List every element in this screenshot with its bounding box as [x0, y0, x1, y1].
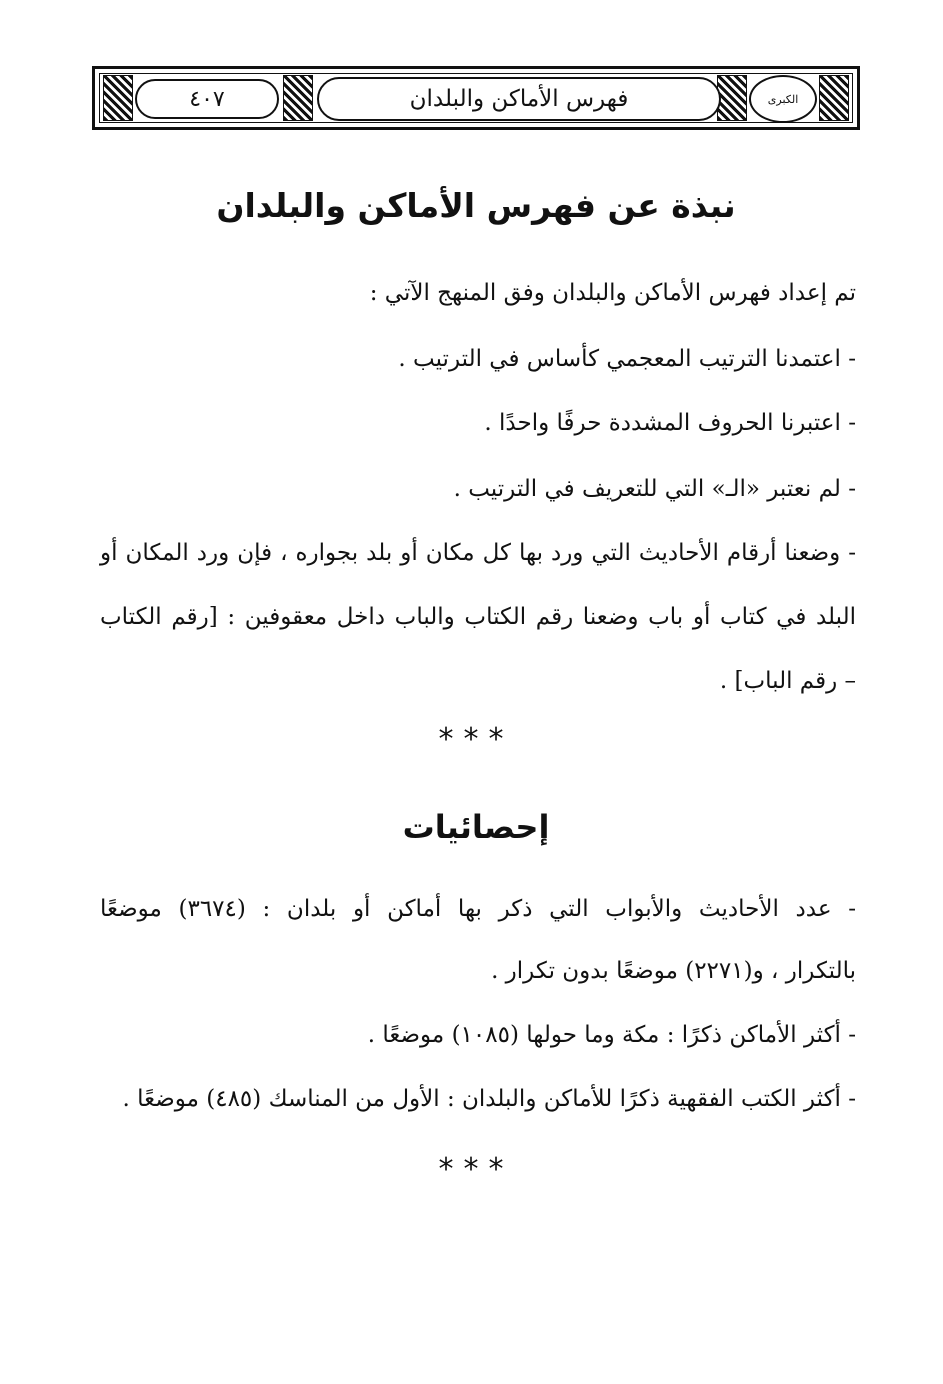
list-item: - أكثر الأماكن ذكرًا : مكة وما حولها (١٠٨٥) موضعًا . [367, 1022, 856, 1048]
section-title: نبذة عن فهرس الأماكن والبلدان [216, 186, 736, 225]
separator-stars: *** [438, 1152, 514, 1187]
list-item: - اعتمدنا الترتيب المعجمي كأساس في الترتيب . [398, 346, 856, 372]
intro-paragraph: تم إعداد فهرس الأماكن والبلدان وفق المنهج الآتي : [369, 280, 856, 306]
list-item-line: البلد في كتاب أو باب وضعنا رقم الكتاب والباب داخل معقوفين : [رقم الكتاب [100, 604, 856, 630]
page-number: ٤٠٧ [135, 79, 279, 119]
separator-stars: *** [438, 722, 514, 757]
logo-seal: الكبرى [749, 75, 817, 123]
list-item: - لم نعتبر «الـ» التي للتعريف في الترتيب . [453, 476, 856, 502]
ornament-icon [717, 75, 747, 121]
ornament-icon [103, 75, 133, 121]
list-item-line: - عدد الأحاديث والأبواب التي ذكر بها أماكن أو بلدان : (٣٦٧٤) موضعًا [100, 896, 856, 922]
list-item: - اعتبرنا الحروف المشددة حرفًا واحدًا . [484, 410, 856, 436]
ornament-icon [283, 75, 313, 121]
list-item: - أكثر الكتب الفقهية ذكرًا للأماكن والبلدان : الأول من المناسك (٤٨٥) موضعًا . [122, 1086, 856, 1112]
page-header [92, 66, 860, 130]
list-item-line: – رقم الباب] . [719, 668, 856, 694]
ornament-icon [819, 75, 849, 121]
running-title: فهرس الأماكن والبلدان [317, 77, 721, 121]
list-item-line: بالتكرار ، و(٢٢٧١) موضعًا بدون تكرار . [491, 958, 856, 984]
list-item-line: - وضعنا أرقام الأحاديث التي ورد بها كل مكان أو بلد بجواره ، فإن ورد المكان أو [100, 540, 856, 566]
section-title: إحصائيات [402, 808, 550, 846]
